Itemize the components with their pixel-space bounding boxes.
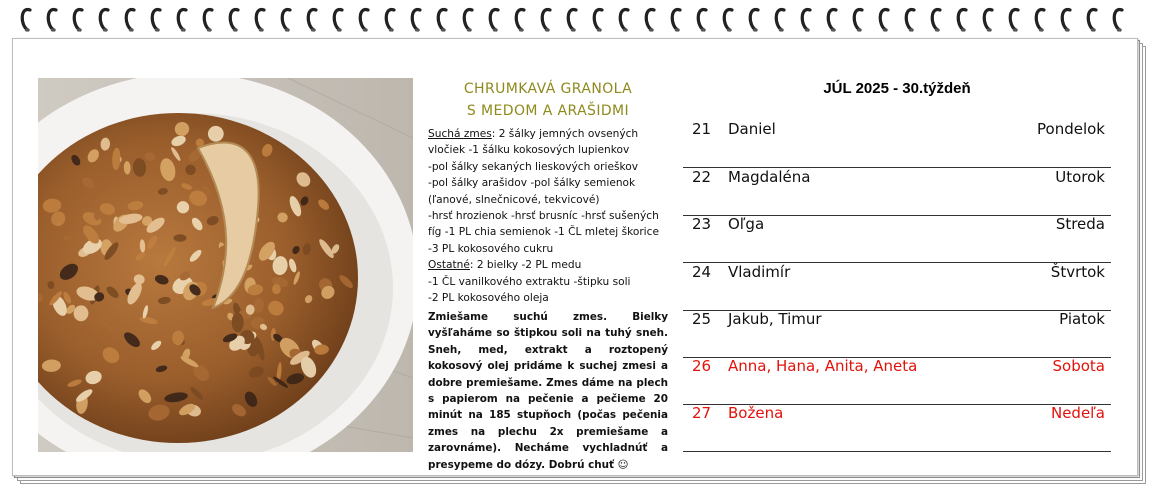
week-title: JÚL 2025 - 30.týždeň	[823, 80, 971, 97]
ingredient-line: (ľanové, slnečnicové, tekvicové)	[428, 193, 600, 206]
name-day: Božena	[728, 404, 784, 422]
spiral-binding	[0, 0, 1153, 40]
day-number: 22	[692, 168, 712, 186]
recipe-title-line2: S MEDOM A ARAŠIDMI	[466, 103, 630, 119]
ingredient-line: -2 PL kokosového oleja	[428, 292, 549, 305]
name-day: Anna, Hana, Anita, Aneta	[728, 357, 918, 375]
weekday: Utorok	[1055, 168, 1105, 186]
weekday: Štvrtok	[1050, 263, 1105, 281]
day-row	[683, 215, 1111, 263]
day-number: 23	[692, 215, 712, 233]
ingredients-list	[428, 126, 673, 306]
day-row	[683, 310, 1111, 358]
day-number: 24	[692, 263, 712, 281]
ingredient-line: Suchá zmes: 2 šálky jemných ovsených	[428, 128, 639, 140]
day-row	[683, 263, 1111, 311]
ingredient-line: Ostatné: 2 bielky -2 PL medu	[428, 259, 582, 272]
day-row	[683, 120, 1111, 168]
ingredient-line: -pol šálky sekaných lieskových orieškov	[428, 160, 638, 173]
weekday: Piatok	[1059, 310, 1105, 328]
ingredient-line: -hrsť hrozienok -hrsť brusníc -hrsť sušených	[428, 210, 659, 223]
ingredient-line: fíg -1 PL chia semienok -1 ČL mletej škorice	[428, 226, 659, 239]
recipe-title-line1: CHRUMKAVÁ GRANOLA	[463, 81, 633, 97]
day-number: 21	[692, 120, 712, 138]
name-day: Daniel	[728, 120, 776, 138]
day-row-weekend	[683, 357, 1111, 405]
day-number: 27	[692, 404, 712, 422]
ingredient-line: -3 PL kokosového cukru	[428, 242, 554, 255]
ingredient-line: vločiek -1 šálku kokosových lupienkov	[428, 144, 630, 157]
name-day: Vladimír	[728, 263, 791, 281]
name-day: Magdaléna	[728, 168, 811, 186]
day-row	[683, 168, 1111, 216]
weekday: Nedeľa	[1050, 404, 1105, 422]
ingredient-line: -1 ČL vanilkového extraktu -štipku soli	[428, 275, 631, 288]
day-row-weekend	[683, 404, 1111, 452]
granola-photo	[38, 78, 413, 452]
recipe-title	[428, 78, 668, 122]
name-day: Jakub, Timur	[728, 310, 822, 328]
day-number: 26	[692, 357, 712, 375]
weekday: Pondelok	[1037, 120, 1105, 138]
weekday: Streda	[1055, 215, 1105, 233]
recipe-method: Zmiešame suchú zmes. Bielky vyšľaháme so štipkou soli na tuhý sneh. Sneh, med, extrakt a roztopený kokosový olej pridáme k suchej zmesi a dobre premiešame. Zmes dáme na plech s papierom na pečenie a pečieme 20 minút na 185 stupňoch (počas pečenia zmes na plechu 2x premiešame a zarovnáme). Necháme vychladnúť a presypeme do dózy. Dobrú chuť ☺	[428, 311, 668, 471]
other-label: Ostatné	[428, 259, 470, 272]
weekday: Sobota	[1052, 357, 1105, 375]
ingredient-line: -pol šálky arašidov -pol šálky semienok	[428, 177, 636, 190]
name-day: Oľga	[728, 215, 765, 233]
day-number: 25	[692, 310, 712, 328]
dry-mix-label: Suchá zmes	[428, 128, 492, 140]
